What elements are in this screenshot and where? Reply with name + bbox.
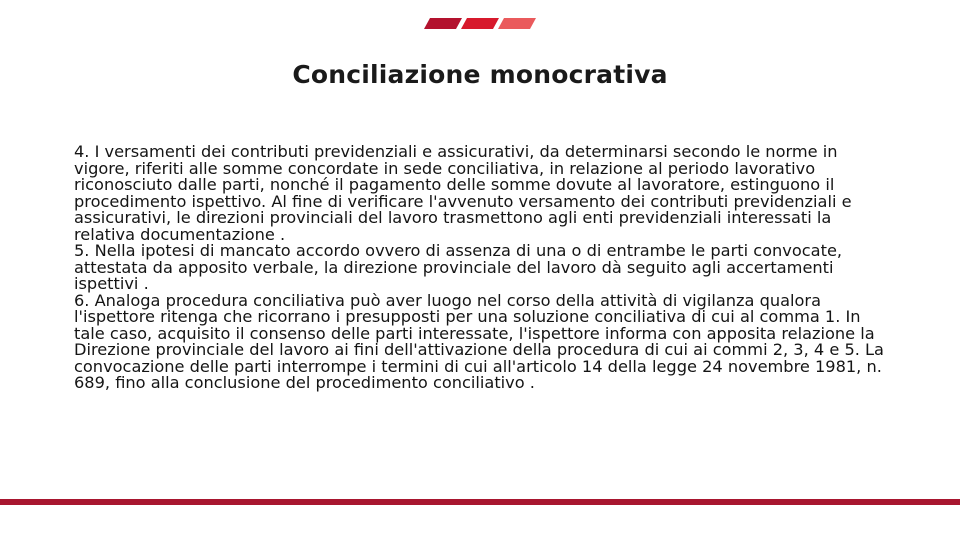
paragraph-comma-6: 6. Analoga procedura conciliativa può aver luogo nel corso della attività di vigilanza qualora l'ispettore ritenga che ricorrano i presupposti per una soluzione conciliativa di cui al comma 1. In tale caso, acquisito il consenso delle parti interessate, l'ispettore informa con apposita relazione la Direzione provinciale del lavoro ai fini dell'attivazione della procedura di cui ai commi 2, 3, 4 e 5. La convocazione delle parti interrompe i termini di cui all'articolo 14 della legge 24 novembre 1981, n. 689, fino alla conclusione del procedimento conciliativo . [74,290,884,392]
stripe-mid [461,18,499,29]
bottom-divider [0,499,960,505]
decorative-stripes-logo [424,18,536,30]
paragraph-comma-4: 4. I versamenti dei contributi previdenziali e assicurativi, da determinarsi secondo le norme in vigore, riferiti alle somme concordate in sede conciliativa, in relazione al periodo lavorativo riconosciuto dalle parti, nonché il pagamento delle somme dovute al lavoratore, estinguono il procedimento ispettivo. Al fine di verificare l'avvenuto versamento dei contributi previdenziali e assicurativi, le direzioni provinciali del lavoro trasmettono agli enti previdenziali interessati la relativa documentazione . [74,142,852,244]
slide-title: Conciliazione monocrativa [292,60,668,89]
stripe-dark [424,18,462,29]
paragraph-comma-5: 5. Nella ipotesi di mancato accordo ovvero di assenza di una o di entrambe le parti convocate, attestata da apposito verbale, la direzione provinciale del lavoro dà seguito agli accertamenti ispettivi . [74,241,843,293]
body-text [74,144,886,392]
stripe-light [498,18,536,29]
